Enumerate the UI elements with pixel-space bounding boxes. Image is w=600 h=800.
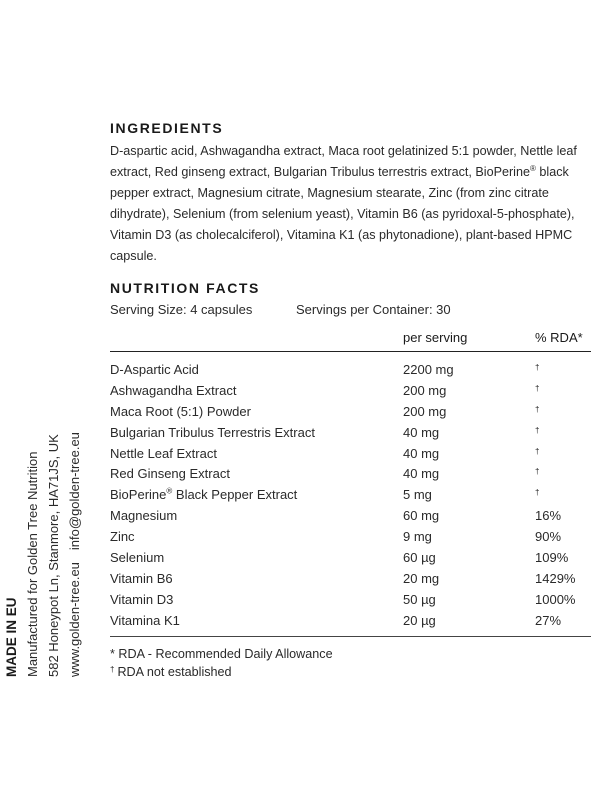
registered-mark: ® xyxy=(166,487,173,497)
nutrient-amount: 40 mg xyxy=(403,424,440,440)
footnote-not-established-text: RDA not established xyxy=(117,665,232,679)
ingredients-heading: INGREDIENTS xyxy=(110,120,224,136)
serving-info xyxy=(110,302,451,317)
servings-per-container: Servings per Container: 30 xyxy=(296,302,451,317)
nutrient-name: Maca Root (5:1) Powder xyxy=(110,403,251,419)
made-in-eu: MADE IN EU xyxy=(4,597,19,677)
nutrient-name: Vitamin D3 xyxy=(110,591,174,607)
nutrient-amount: 5 mg xyxy=(403,487,432,503)
nutrient-rda: † xyxy=(535,383,540,393)
serving-size: Serving Size: 4 capsules xyxy=(110,302,253,317)
nutrition-row xyxy=(110,445,591,466)
nutrition-row xyxy=(110,528,591,549)
dagger-mark: † xyxy=(110,665,115,674)
nutrient-rda: † xyxy=(535,363,540,372)
ingredients-text xyxy=(110,141,592,267)
nutrient-name: Selenium xyxy=(110,550,165,566)
nutrient-name: Bulgarian Tribulus Terrestris Extract xyxy=(110,424,315,440)
nutrient-amount: 60 mg xyxy=(403,508,440,524)
nutrient-name: Red Ginseng Extract xyxy=(110,466,230,482)
nutrient-rda: 27% xyxy=(535,612,562,628)
manufacturer-line: Manufactured for Golden Tree Nutrition xyxy=(25,451,40,677)
ingredients-text-part1: D-aspartic acid, Ashwagandha extract, Maca root gelatinized 5:1 powder, Nettle leaf extract, Red ginseng extract, Bulgarian Tribulus terrestris extract, BioPerine xyxy=(110,144,577,179)
nutrient-amount: 50 µg xyxy=(403,591,436,607)
nutrient-rda: 16% xyxy=(535,508,562,524)
nutrient-amount: 20 mg xyxy=(403,570,440,586)
registered-mark: ® xyxy=(529,163,536,173)
nutrient-rda: 1429% xyxy=(535,570,576,586)
email-text: info@golden-tree.eu xyxy=(67,432,82,551)
nutrient-amount: 2200 mg xyxy=(403,362,454,377)
nutrition-row xyxy=(110,507,591,528)
nutrition-facts-heading: NUTRITION FACTS xyxy=(110,280,260,296)
website-text: www.golden-tree.eu xyxy=(67,562,82,677)
contact-line xyxy=(67,432,82,677)
nutrient-name: Magnesium xyxy=(110,508,178,524)
manufacturer-info xyxy=(0,400,88,800)
nutrition-row xyxy=(110,486,591,507)
nutrition-row xyxy=(110,403,591,424)
table-top-rule xyxy=(110,351,591,352)
nutrient-amount: 9 mg xyxy=(403,529,432,545)
table-bottom-rule xyxy=(110,636,591,637)
nutrient-amount: 40 mg xyxy=(403,445,440,461)
nutrient-rda: 1000% xyxy=(535,591,576,607)
nutrient-name-text: BioPerine xyxy=(110,487,167,503)
nutrient-rda: † xyxy=(535,404,540,414)
nutrient-rda: † xyxy=(535,425,540,435)
nutrient-name-rest: Black Pepper Extract xyxy=(172,487,298,503)
nutrient-name: Nettle Leaf Extract xyxy=(110,445,217,461)
nutrition-row xyxy=(110,424,591,445)
nutrient-rda: 90% xyxy=(535,529,562,545)
column-header-per-serving: per serving xyxy=(403,330,468,345)
nutrition-row xyxy=(110,612,591,633)
nutrient-amount: 40 mg xyxy=(403,466,440,482)
nutrition-row xyxy=(110,382,591,403)
footnote-rda: * RDA - Recommended Daily Allowance xyxy=(110,647,333,661)
nutrient-name: Zinc xyxy=(110,529,135,545)
column-header-rda: % RDA* xyxy=(535,330,583,345)
nutrient-amount: 200 mg xyxy=(403,403,447,419)
nutrient-name: Ashwagandha Extract xyxy=(110,382,237,398)
nutrient-rda: † xyxy=(535,446,540,456)
nutrient-amount: 20 µg xyxy=(403,612,436,628)
nutrient-rda: 109% xyxy=(535,550,569,566)
nutrition-row xyxy=(110,591,591,612)
nutrient-amount: 200 mg xyxy=(403,382,447,398)
nutrient-name: Vitamina K1 xyxy=(110,612,180,628)
nutrient-name: D-Aspartic Acid xyxy=(110,362,199,377)
nutrition-row xyxy=(110,465,591,486)
nutrition-row xyxy=(110,361,591,382)
nutrient-rda: † xyxy=(535,467,540,477)
ingredients-text-part2: black pepper extract, Magnesium citrate, Magnesium stearate, Zinc (from zinc citrate dihydrate), Selenium (from selenium yeast), Vitamin B6 (as pyridoxal-5-phosphate), Vitamin D3 (as cholecalciferol), Vitamina K1 (as phytonadione), plant-based HPMC capsule. xyxy=(110,165,575,263)
address-line: 582 Honeypot Ln, Stanmore, HA71JS, UK xyxy=(46,434,61,677)
footnote-not-established xyxy=(110,665,232,679)
nutrient-amount: 60 µg xyxy=(403,550,436,566)
nutrient-rda: † xyxy=(535,488,540,498)
nutrient-name: Vitamin B6 xyxy=(110,570,173,586)
nutrition-row xyxy=(110,570,591,591)
nutrient-name xyxy=(110,487,297,502)
nutrition-row xyxy=(110,549,591,570)
nutrition-table xyxy=(110,361,591,633)
